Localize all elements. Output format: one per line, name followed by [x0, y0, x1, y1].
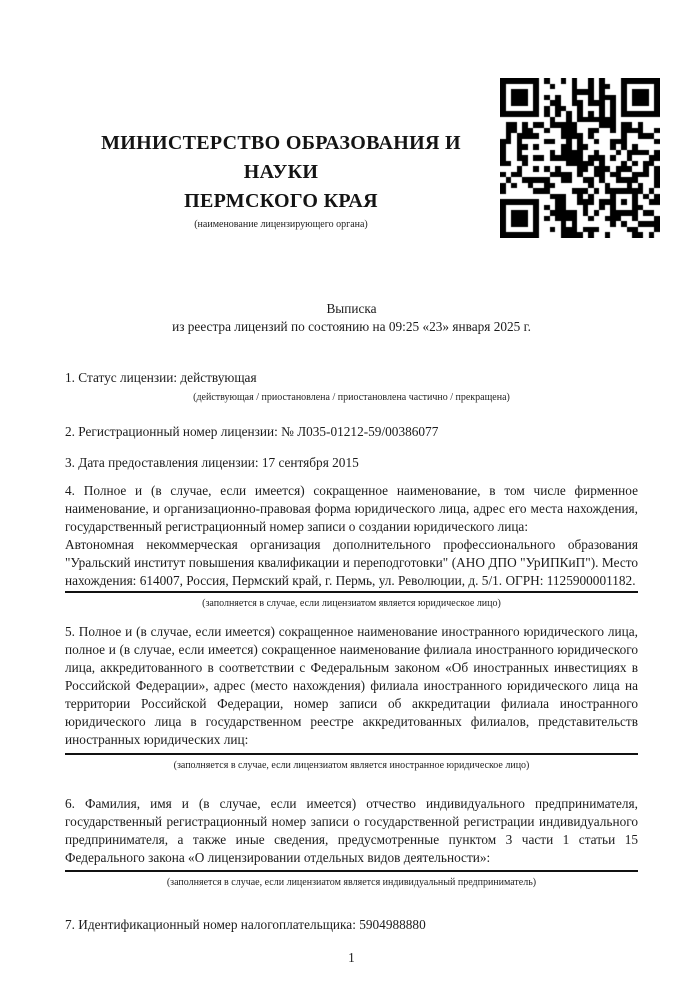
item-individual-entrepreneur-caption: (заполняется в случае, если лицензиатом является индивидуальный предприниматель) [166, 877, 537, 888]
item-individual-entrepreneur-blank-line [65, 867, 638, 872]
document-title: Выписка [326, 301, 377, 316]
licensing-authority-header [65, 129, 497, 231]
item-individual-entrepreneur-question: 6. Фамилия, имя и (в случае, если имеется) отчество индивидуального предпринимателя, государственный регистрационный номер записи о государственной регистрации индивидуального предпринимателя, а также иные сведения, предусмотренные пунктом 3 части 1 статьи 15 Федерального закона «О лицензировании отдельных видов деятельности»: [65, 796, 638, 865]
item-legal-entity-value: Автономная некоммерческая организация дополнительного профессионального образования "Уральский институт повышения квалификации и переподготовки" (АНО ДПО "УрИПКиП"). Место нахождения: 614007, Россия, Пермский край, г. Пермь, ул. Революции, д. 5/1. ОГРН: 1125900001182. [65, 536, 638, 593]
document-body [65, 300, 638, 967]
item-foreign-entity [65, 623, 638, 772]
item-license-status: 1. Статус лицензии: действующая [65, 370, 257, 385]
authority-caption: (наименование лицензирующего органа) [194, 219, 368, 230]
item-legal-entity-caption: (заполняется в случае, если лицензиатом является юридическое лицо) [202, 598, 501, 609]
document-subtitle: из реестра лицензий по состоянию на 09:25 «23» января 2025 г. [172, 319, 531, 334]
item-license-status-caption: (действующая / приостановлена / приостановлена частично / прекращена) [193, 392, 510, 403]
item-foreign-entity-caption: (заполняется в случае, если лицензиатом является иностранное юридическое лицо) [173, 760, 530, 771]
item-foreign-entity-blank-line [65, 749, 638, 755]
item-legal-entity [65, 482, 638, 610]
document-title-block [65, 300, 638, 336]
item-foreign-entity-question: 5. Полное и (в случае, если имеется) сокращенное наименование иностранного юридического лица, полное и (в случае, если имеется) сокращенное наименование филиала иностранного юридического лица, аккредитованного в соответствии с Федеральным законом «Об иностранных инвестициях в Российской Федерации», адрес (место нахождения) филиала иностранного юридического лица на территории Российской Федерации, номер записи об аккредитации филиала иностранного юридического лица в государственном реестре аккредитованных филиалов, представительств иностранных юридических лиц: [65, 624, 638, 747]
authority-name-line2: ПЕРМСКОГО КРАЯ [184, 190, 378, 212]
item-individual-entrepreneur [65, 795, 638, 889]
authority-name-line1: МИНИСТЕРСТВО ОБРАЗОВАНИЯ И НАУКИ [101, 132, 461, 183]
item-legal-entity-question: 4. Полное и (в случае, если имеется) сокращенное наименование, в том числе фирменное наименование, и организационно-правовая форма юридического лица, адрес его места нахождения, государственный регистрационный номер записи о создании юридического лица: [65, 483, 638, 534]
item-license-date: 3. Дата предоставления лицензии: 17 сентября 2015 [65, 455, 359, 470]
page-number: 1 [348, 950, 355, 965]
item-registration-number: 2. Регистрационный номер лицензии: № Л035-01212-59/00386077 [65, 424, 439, 439]
qr-code [500, 78, 660, 238]
item-taxpayer-number: 7. Идентификационный номер налогоплательщика: 5904988880 [65, 917, 426, 932]
